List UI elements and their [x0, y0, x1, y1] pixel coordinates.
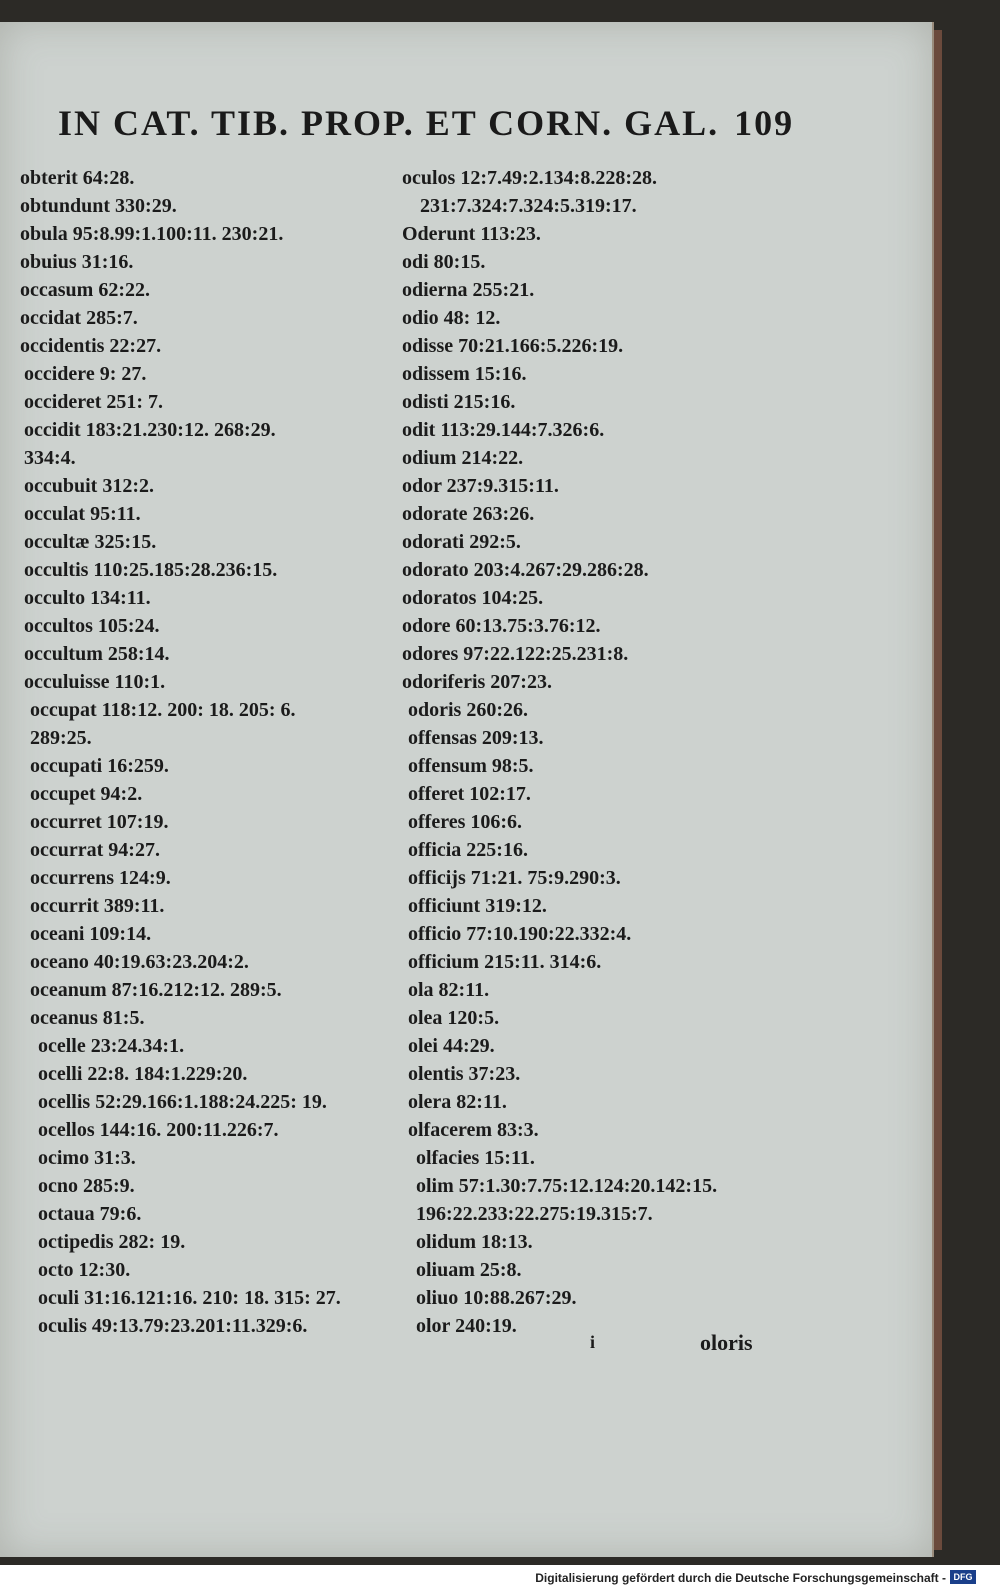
index-entry: officia 225:16. [408, 839, 528, 861]
index-entry: occupet 94:2. [30, 783, 143, 805]
index-entry: Oderunt 113:23. [402, 223, 541, 245]
index-entry: olentis 37:23. [408, 1063, 521, 1085]
index-entry: odore 60:13.75:3.76:12. [402, 615, 601, 637]
index-entry: occuluisse 110:1. [24, 671, 166, 693]
index-entry: odit 113:29.144:7.326:6. [402, 419, 605, 441]
index-entry: odoris 260:26. [408, 699, 528, 721]
index-entry: olei 44:29. [408, 1035, 495, 1057]
index-entry: odisse 70:21.166:5.226:19. [402, 335, 624, 357]
index-entry: octipedis 282: 19. [38, 1231, 186, 1253]
index-entry: officium 215:11. 314:6. [408, 951, 602, 973]
index-entry: occasum 62:22. [20, 279, 150, 301]
index-entry: occulto 134:11. [24, 587, 151, 609]
dfg-logo: DFG [950, 1570, 976, 1584]
index-entry: odium 214:22. [402, 447, 524, 469]
index-entry: olfacies 15:11. [416, 1147, 535, 1169]
index-entry: occultos 105:24. [24, 615, 160, 637]
index-entry: officijs 71:21. 75:9.290:3. [408, 867, 621, 889]
index-entry: officiunt 319:12. [408, 895, 547, 917]
index-entry: occultæ 325:15. [24, 531, 157, 553]
index-entry: odoratos 104:25. [402, 587, 544, 609]
index-entry: oliuam 25:8. [416, 1259, 522, 1281]
index-entry: 231:7.324:7.324:5.319:17. [420, 195, 637, 217]
index-entry: olera 82:11. [408, 1091, 507, 1113]
index-entry: odissem 15:16. [402, 363, 527, 385]
index-entry: occubuit 312:2. [24, 475, 154, 497]
index-entry: olim 57:1.30:7.75:12.124:20.142:15. [416, 1175, 718, 1197]
index-entry: occupat 118:12. 200: 18. 205: 6. [30, 699, 296, 721]
index-entry: oculos 12:7.49:2.134:8.228:28. [402, 167, 657, 189]
index-entry: ocimo 31:3. [38, 1147, 136, 1169]
index-entry: occurrens 124:9. [30, 867, 171, 889]
index-entry: occurret 107:19. [30, 811, 169, 833]
index-entry: offensum 98:5. [408, 755, 534, 777]
index-entry: olidum 18:13. [416, 1231, 533, 1253]
index-entry: ocellis 52:29.166:1.188:24.225: 19. [38, 1091, 327, 1113]
index-entry: odierna 255:21. [402, 279, 535, 301]
index-entry: 334:4. [24, 447, 76, 469]
running-head-title: IN CAT. TIB. PROP. ET CORN. GAL. [58, 103, 720, 143]
index-entry: odisti 215:16. [402, 391, 516, 413]
index-entry: occultis 110:25.185:28.236:15. [24, 559, 278, 581]
index-entry: offensas 209:13. [408, 727, 544, 749]
index-entry: occupati 16:259. [30, 755, 169, 777]
index-entry: olfacerem 83:3. [408, 1119, 539, 1141]
index-entry: odor 237:9.315:11. [402, 475, 559, 497]
index-entry: ocno 285:9. [38, 1175, 135, 1197]
index-entry: occurrat 94:27. [30, 839, 160, 861]
index-entry: obuius 31:16. [20, 251, 134, 273]
index-entry: olor 240:19. [416, 1315, 517, 1337]
index-column-left [20, 164, 390, 1340]
index-entry: occurrit 389:11. [30, 895, 165, 917]
index-entry: obterit 64:28. [20, 167, 135, 189]
index-entry: obula 95:8.99:1.100:11. 230:21. [20, 223, 284, 245]
index-entry: olea 120:5. [408, 1007, 500, 1029]
index-entry: odores 97:22.122:25.231:8. [402, 643, 629, 665]
index-entry: oceani 109:14. [30, 923, 152, 945]
index-entry: occidere 9: 27. [24, 363, 147, 385]
index-entry: oceanus 81:5. [30, 1007, 145, 1029]
book-page [0, 22, 934, 1557]
index-entry: oculi 31:16.121:16. 210: 18. 315: 27. [38, 1287, 341, 1309]
index-entry: 196:22.233:22.275:19.315:7. [416, 1203, 653, 1225]
index-entry: occidat 285:7. [20, 307, 138, 329]
index-entry: oliuo 10:88.267:29. [416, 1287, 577, 1309]
index-entry: octo 12:30. [38, 1259, 131, 1281]
index-entry: occultum 258:14. [24, 643, 170, 665]
index-entry: occideret 251: 7. [24, 391, 164, 413]
index-entry: odio 48: 12. [402, 307, 501, 329]
index-entry: oceanum 87:16.212:12. 289:5. [30, 979, 282, 1001]
index-entry: obtundunt 330:29. [20, 195, 177, 217]
index-entry: ocelli 22:8. 184:1.229:20. [38, 1063, 248, 1085]
index-entry: octaua 79:6. [38, 1203, 142, 1225]
index-column-right [402, 164, 802, 1340]
footer-credit: Digitalisierung gefördert durch die Deutsche Forschungsgemeinschaft - [535, 1571, 946, 1585]
index-entry: occidentis 22:27. [20, 335, 162, 357]
catchword: oloris [700, 1330, 753, 1355]
index-entry: offeret 102:17. [408, 783, 531, 805]
index-entry: odoriferis 207:23. [402, 671, 552, 693]
index-entry: ocelle 23:24.34:1. [38, 1035, 185, 1057]
index-entry: odi 80:15. [402, 251, 486, 273]
index-entry: odorate 263:26. [402, 503, 535, 525]
index-entry: ola 82:11. [408, 979, 490, 1001]
index-entry: occidit 183:21.230:12. 268:29. [24, 419, 276, 441]
page-number: 109 [734, 103, 795, 143]
digitization-footer [0, 1565, 1000, 1590]
index-entry: oculis 49:13.79:23.201:11.329:6. [38, 1315, 308, 1337]
index-entry: occulat 95:11. [24, 503, 141, 525]
index-entry: odorati 292:5. [402, 531, 521, 553]
index-entry: offeres 106:6. [408, 811, 523, 833]
index-entry: ocellos 144:16. 200:11.226:7. [38, 1119, 279, 1141]
index-entry: officio 77:10.190:22.332:4. [408, 923, 632, 945]
running-head [58, 102, 798, 144]
signature-mark: i [590, 1332, 596, 1352]
index-entry: oceano 40:19.63:23.204:2. [30, 951, 249, 973]
index-entry: 289:25. [30, 727, 92, 749]
index-entry: odorato 203:4.267:29.286:28. [402, 559, 649, 581]
